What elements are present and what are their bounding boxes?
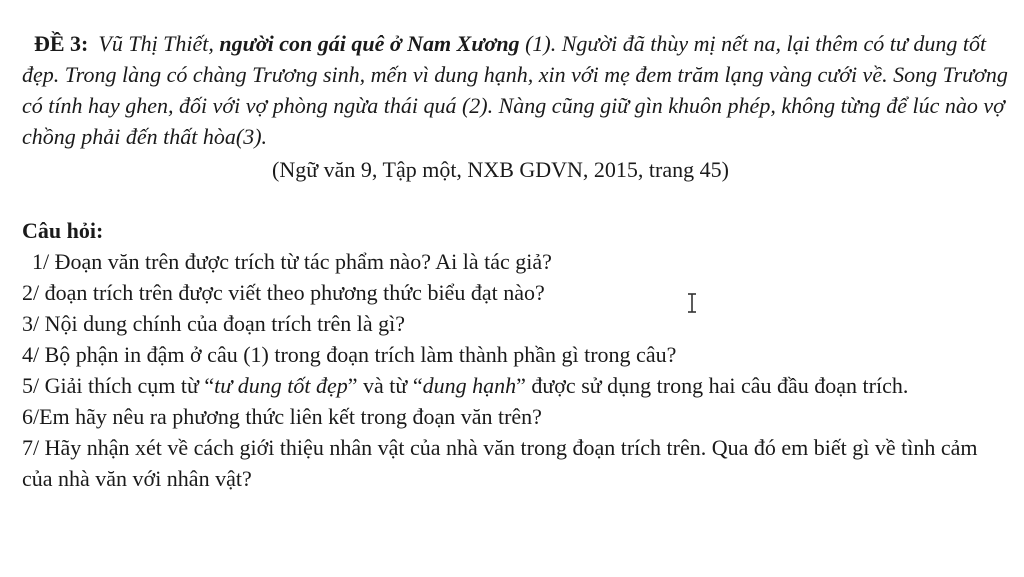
question-list [22, 246, 1012, 494]
question-2: 2/ đoạn trích trên được viết theo phương thức biểu đạt nào? [22, 280, 545, 305]
question-5 [22, 370, 1012, 401]
question-5-part-a: 5/ Giải thích cụm từ “ [22, 373, 215, 398]
question-6: 6/Em hãy nêu ra phương thức liên kết trong đoạn văn trên? [22, 404, 542, 429]
source-citation: (Ngữ văn 9, Tập một, NXB GDVN, 2015, trang 45) [272, 157, 729, 182]
question-7: 7/ Hãy nhận xét về cách giới thiệu nhân vật của nhà văn trong đoạn trích trên. Qua đó em biết gì về tình cảm của nhà văn với nhân vật? [22, 435, 978, 491]
exercise-label: ĐỀ 3: [34, 31, 89, 56]
question-5-term-2: dung hạnh [422, 373, 517, 398]
passage-paragraph [22, 28, 1012, 152]
document-page [22, 28, 1012, 494]
text-cursor-icon [686, 292, 698, 314]
question-5-part-c: ” được sử dụng trong hai câu đầu đoạn trích. [516, 373, 909, 398]
passage-name: Vũ Thị Thiết, [98, 31, 214, 56]
question-5-term-1: tư dung tốt đẹp [214, 373, 348, 398]
passage-text: (1). Người đã thùy mị nết na, lại thêm có tư dung tốt đẹp. Trong làng có chàng Trương sinh, mến vì dung hạnh, xin với mẹ đem trăm lạng vàng cưới về. Song Trương có tính hay ghen, đối với vợ phòng ngừa thái quá (2). Nàng cũng giữ gìn khuôn phép, không từng để lúc nào vợ chồng phải đến thất hòa(3). [22, 31, 1008, 149]
passage-bold-phrase: người con gái quê ở Nam Xương [219, 31, 520, 56]
question-4: 4/ Bộ phận in đậm ở câu (1) trong đoạn trích làm thành phần gì trong câu? [22, 342, 677, 367]
question-3: 3/ Nội dung chính của đoạn trích trên là gì? [22, 311, 406, 336]
question-5-part-b: ” và từ “ [347, 373, 423, 398]
questions-heading: Câu hỏi: [22, 218, 104, 243]
question-1: 1/ Đoạn văn trên được trích từ tác phẩm nào? Ai là tác giả? [32, 249, 552, 274]
